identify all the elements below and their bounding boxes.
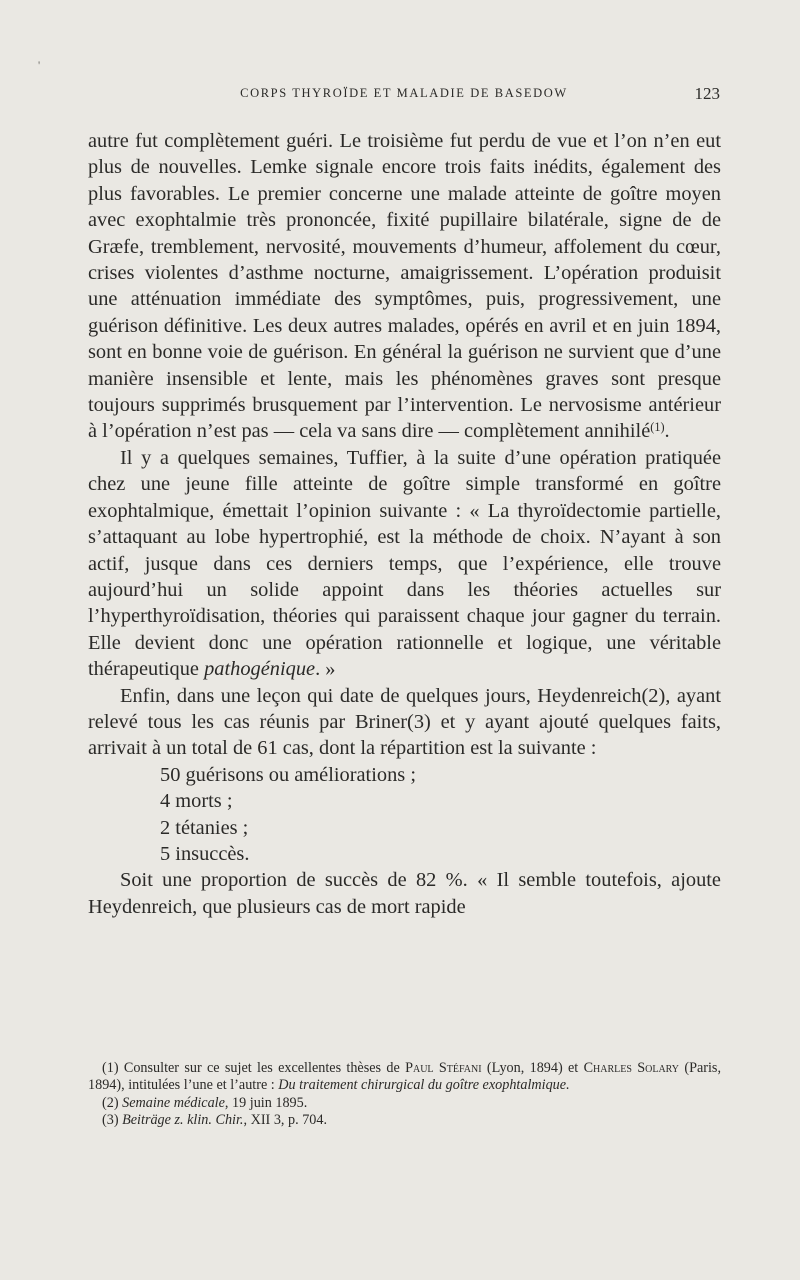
paragraph-1-text: autre fut complètement guéri. Le troisième fut perdu de vue et l’on n’en eut plus de nouvelles. Lemke signale encore trois faits inédits, également des plus favorables. Le premier concerne une malade atteinte de goître moyen avec exophtalmie très prononcée, fixité pupillaire bilatérale, signe de de Græfe, tremblement, nervosité, mouvements d’humeur, affolement du cœur, crises violentes d’asthme nocturne, amaigrissement. L’opération produisit une atténuation immédiate des symptômes, puis, progressivement, une guérison définitive. Les deux autres malades, opérés en avril et en juin 1894, sont en bonne voie de guérison. En général la guérison ne survient que d’une manière insensible et lente, mais les phénomènes graves sont presque toujours supprimés brusquement par l’intervention. Le nervosisme antérieur à l’opération n’est pas — cela va sans dire — complètement annihilé — [88, 130, 721, 443]
paragraph-1 — [88, 128, 721, 445]
running-title: CORPS THYROÏDE ET MALADIE DE BASEDOW — [240, 86, 568, 100]
footnote-3-rest: , XII 3, p. 704. — [243, 1112, 328, 1129]
paragraph-3-text-b: , ayant relevé tous les cas réunis par Briner — [88, 684, 721, 733]
footnote-ref-2: (2) — [641, 684, 666, 707]
page-number: 123 — [694, 84, 720, 103]
footnotes — [88, 1060, 721, 1130]
footnote-2-rest: , 19 juin 1895. — [224, 1094, 308, 1111]
journal-title: Semaine médicale — [122, 1094, 225, 1111]
thesis-title: Du traitement chirurgical du goître exophtalmique. — [278, 1077, 570, 1094]
paragraph-2 — [88, 445, 721, 683]
footnote-ref-1: (1) — [650, 420, 665, 435]
author-name: Charles Solary — [583, 1060, 680, 1076]
footnote-ref-3: (3) — [407, 710, 431, 733]
footnote-3 — [88, 1112, 721, 1129]
author-name: Paul Stéfani — [405, 1060, 482, 1076]
journal-title: Beiträge z. klin. Chir. — [122, 1112, 244, 1129]
footnote-2-marker: (2) — [102, 1094, 119, 1111]
footnote-3-marker: (3) — [102, 1112, 119, 1129]
list-item: 4 morts ; — [160, 790, 233, 813]
paragraph-3-text-c: et y ayant ajouté quelques faits, arrivait à un total de 61 cas, dont la répartition est la suivante : — [88, 710, 721, 760]
paragraph-4 — [88, 867, 721, 920]
list-item: 5 insuccès. — [160, 842, 250, 865]
list-item: 50 guérisons ou améliorations ; — [160, 763, 416, 786]
footnote-1-text-a: Consulter sur ce sujet les excellentes thèses de — [123, 1060, 406, 1076]
footnote-1-text-b: (Lyon, 1894) et — [481, 1060, 584, 1076]
print-speck: ' — [38, 58, 41, 72]
main-text — [88, 128, 721, 920]
paragraph-3-text-a: Enfin, dans une leçon qui date de quelques jours, Heydenreich — [120, 684, 642, 707]
list-item: 2 tétanies ; — [160, 816, 249, 839]
footnote-1 — [88, 1060, 721, 1095]
paragraph-4-text-a: Soit une proportion de succès de 82 — [120, 869, 437, 892]
paragraph-4-text-b: . « Il semble toutefois, ajoute Heydenreich, que plusieurs cas de mort rapide — [88, 869, 721, 918]
paragraph-3 — [88, 683, 721, 762]
percent-sign: % — [445, 869, 463, 892]
footnote-2 — [88, 1095, 721, 1112]
paragraph-2-text: Il y a quelques semaines, Tuffier, à la suite d’une opération pratiquée chez une jeune fille atteinte de goître simple transformé en goître exophtalmique, émettait l’opinion suivante : « La thyroïdectomie partielle, s’attaquant au lobe hypertrophié, est la méthode de choix. N’ayant à son actif, jusque dans ces derniers temps, que l’expérience, elle trouve aujourd’hui un solide appoint dans les théories actuelles sur l’hyperthyroïdisation, théories qui paraissent chaque jour gagner du terrain. Elle devient donc une opération rationnelle et logique, une véritable thérapeutique — [88, 446, 721, 681]
paragraph-2-end: . » — [315, 658, 336, 681]
page-header — [88, 86, 720, 116]
footnote-1-text-c: (Paris, 1894), intitulées l’une et l’autre : — [88, 1060, 721, 1094]
outcome-list — [88, 762, 721, 868]
footnote-1-marker: (1) — [102, 1060, 119, 1076]
paragraph-1-end: . — [664, 420, 670, 443]
italic-term: pathogénique — [204, 658, 316, 681]
